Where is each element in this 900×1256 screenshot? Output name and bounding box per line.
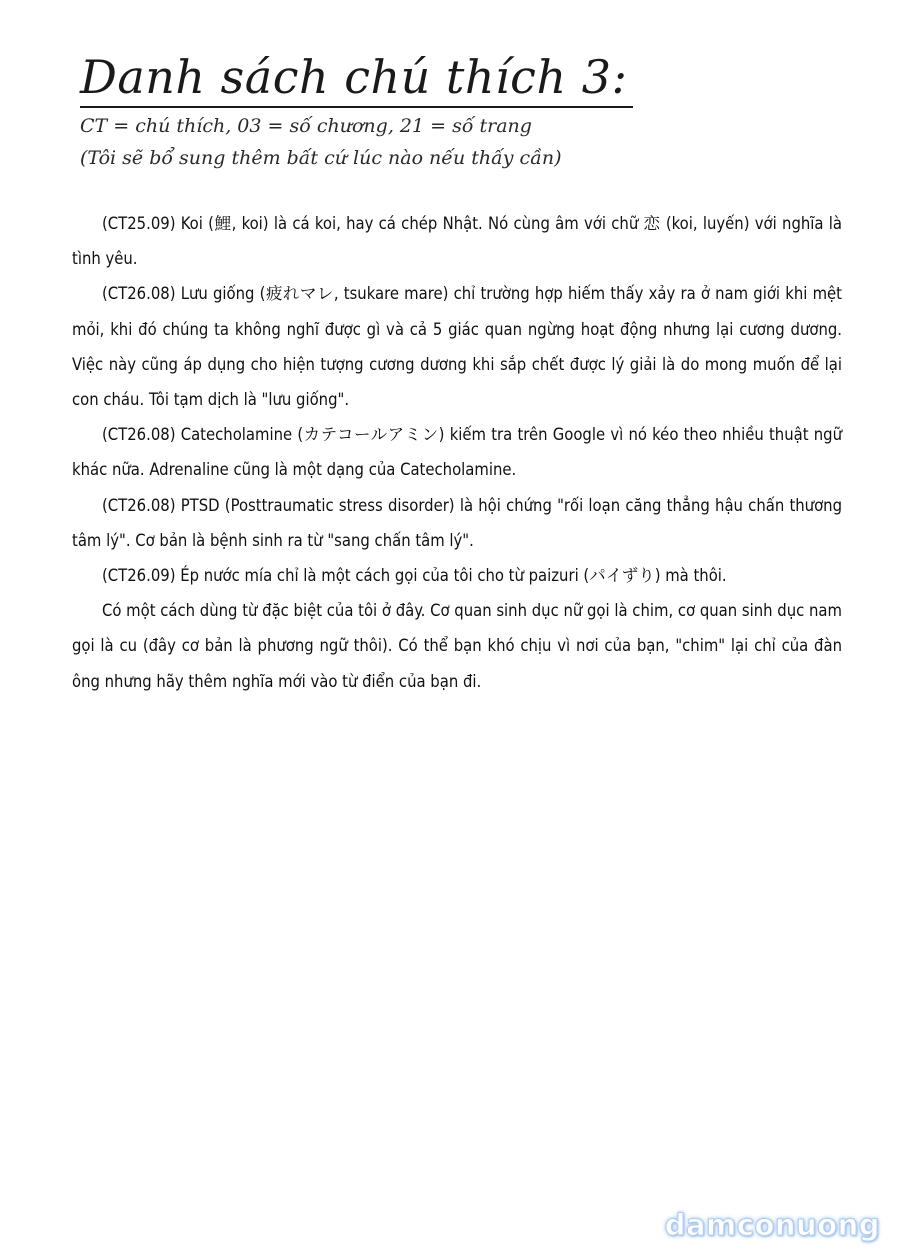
abbreviation-legend: CT = chú thích, 03 = số chương, 21 = số trang	[80, 115, 532, 137]
annotation-header	[80, 48, 820, 174]
annotation-list	[72, 206, 842, 699]
annotation-item-ct26-08-ptsd: (CT26.08) PTSD (Posttraumatic stress disorder) là hội chứng "rối loạn căng thẳng hậu chấn thương tâm lý". Cơ bản là bệnh sinh ra từ "sang chấn tâm lý".	[72, 495, 842, 550]
page-title: Danh sách chú thích 3:	[80, 48, 633, 108]
annotation-item-word-usage: Có một cách dùng từ đặc biệt của tôi ở đây. Cơ quan sinh dục nữ gọi là chim, cơ quan sinh dục nam gọi là cu (đây cơ bản là phương ngữ thôi). Có thể bạn khó chịu vì nơi của bạn, "chim" lại chỉ của đàn ông nhưng hãy thêm nghĩa mới vào từ điển của bạn đi.	[72, 601, 842, 691]
annotation-item-ct26-08-catecholamine: (CT26.08) Catecholamine (カテコールアミン) kiếm tra trên Google vì nó kéo theo nhiều thuật ngữ khác nữa. Adrenaline cũng là một dạng của Catecholamine.	[72, 425, 842, 480]
annotation-item-ct26-08-luu-giong: (CT26.08) Lưu giống (疲れマレ, tsukare mare) chỉ trường hợp hiếm thấy xảy ra ở nam giới khi mệt mỏi, khi đó chúng ta không nghĩ được gì và cả 5 giác quan ngừng hoạt động nhưng lại cương dương. Việc này cũng áp dụng cho hiện tượng cương dương khi sắp chết được lý giải là do mong muốn để lại con cháu. Tôi tạm dịch là "lưu giống".	[72, 284, 842, 410]
watermark-logo: damconuong	[664, 1208, 880, 1242]
annotation-item-ct25-09-koi: (CT25.09) Koi (鯉, koi) là cá koi, hay cá chép Nhật. Nó cùng âm với chữ 恋 (koi, luyến) với nghĩa là tình yêu.	[72, 214, 842, 269]
annotation-item-ct26-09-paizuri: (CT26.09) Ép nước mía chỉ là một cách gọi của tôi cho từ paizuri (パイずり) mà thôi.	[102, 566, 727, 586]
translator-remark: (Tôi sẽ bổ sung thêm bất cứ lúc nào nếu thấy cần)	[80, 147, 562, 169]
